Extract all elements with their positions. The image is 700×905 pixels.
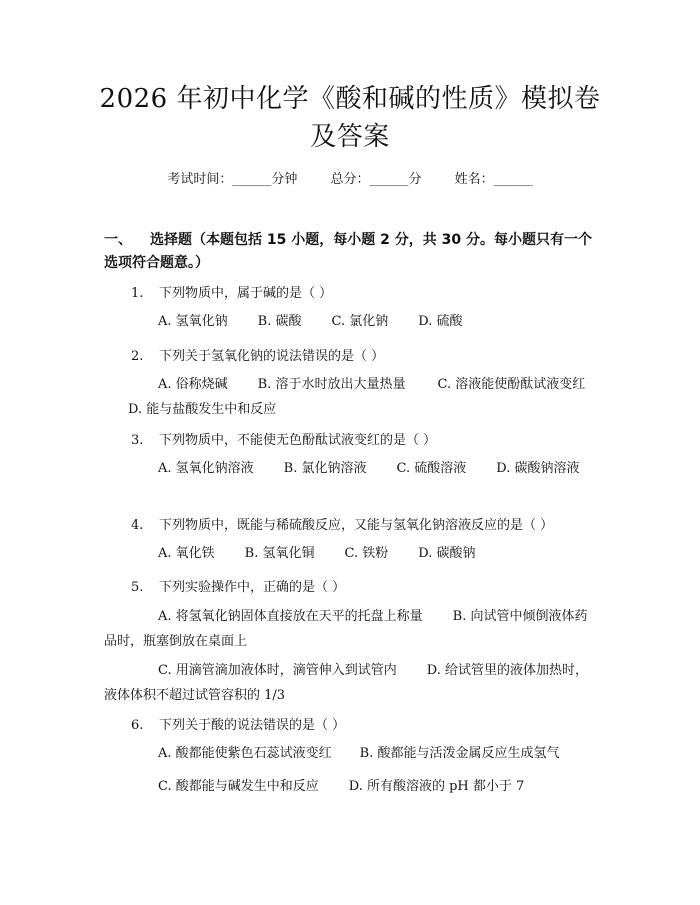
option-d: D. 硫酸 xyxy=(418,314,463,329)
option-a: A. 酸都能使紫色石蕊试液变红 xyxy=(158,746,332,761)
time-label: 考试时间： xyxy=(167,172,233,187)
question-text: 下列实验操作中，正确的是（ ） xyxy=(159,580,346,595)
section-number: 一、 xyxy=(104,232,132,248)
option-a: A. 将氢氧化钠固体直接放在天平的托盘上称量 xyxy=(158,609,423,624)
question-options xyxy=(104,774,596,799)
question-options xyxy=(104,541,596,566)
question-options xyxy=(104,456,596,481)
time-unit: 分钟 xyxy=(271,172,298,187)
option-a: A. 氧化铁 xyxy=(158,546,215,561)
option-c: C. 氯化钠 xyxy=(331,314,389,329)
page-title: 2026 年初中化学《酸和碱的性质》模拟卷及答案 xyxy=(99,84,601,152)
option-b: B. 氢氧化铜 xyxy=(244,546,315,561)
question-options xyxy=(104,309,596,334)
question-options xyxy=(104,372,596,422)
question-text: 下列物质中，不能使无色酚酞试液变红的是（ ） xyxy=(159,433,437,448)
question-text: 下列物质中，既能与稀硫酸反应，又能与氢氧化钠溶液反应的是（ ） xyxy=(159,518,554,533)
option-b: B. 向试管中倾倒液体药品时，瓶塞倒放在桌面上 xyxy=(104,609,588,649)
option-b: B. 氯化钠溶液 xyxy=(283,461,367,476)
question-stem xyxy=(131,514,553,533)
score-unit: 分 xyxy=(408,172,422,187)
option-a: A. 俗称烧碱 xyxy=(158,377,228,392)
option-b: B. 酸都能与活泼金属反应生成氢气 xyxy=(359,746,560,761)
question-options xyxy=(104,604,596,654)
section-text: 选择题（本题包括 15 小题，每小题 2 分，共 30 分。每小题只有一个选项符合题意。） xyxy=(104,232,592,271)
option-d: D. 碳酸钠 xyxy=(418,546,476,561)
question-number: 4. xyxy=(131,518,144,533)
question-number: 2. xyxy=(131,349,144,364)
question-stem xyxy=(131,282,332,301)
option-c: C. 铁粉 xyxy=(344,546,389,561)
question-text: 下列关于氢氧化钠的说法错误的是（ ） xyxy=(159,349,385,364)
question-options xyxy=(104,741,596,766)
option-d: D. 能与盐酸发生中和反应 xyxy=(128,402,277,417)
name-label: 姓名： xyxy=(454,172,494,187)
score-label: 总分： xyxy=(330,172,370,187)
question-number: 5. xyxy=(131,580,144,595)
option-c: C. 酸都能与碱发生中和反应 xyxy=(158,779,319,794)
question-text: 下列物质中，属于碱的是（ ） xyxy=(159,286,333,301)
question-stem xyxy=(131,576,345,595)
question-text: 下列关于酸的说法错误的是（ ） xyxy=(159,718,346,733)
score-blank: ______ xyxy=(369,172,409,187)
question-stem xyxy=(131,345,384,364)
option-c: C. 溶液能使酚酞试液变红 xyxy=(437,377,586,392)
question-number: 6. xyxy=(131,718,144,733)
option-c: C. 用滴管滴加液体时，滴管伸入到试管内 xyxy=(158,663,397,678)
question-stem xyxy=(131,429,436,448)
question-stem xyxy=(131,714,345,733)
option-c: C. 硫酸溶液 xyxy=(396,461,467,476)
question-options xyxy=(104,658,596,708)
time-blank: ______ xyxy=(232,172,272,187)
option-b: B. 碳酸 xyxy=(257,314,302,329)
option-d: D. 给试管里的液体加热时，液体体积不超过试管容积的 1/3 xyxy=(104,663,588,703)
option-d: D. 碳酸钠溶液 xyxy=(496,461,580,476)
exam-meta-line xyxy=(0,168,700,187)
question-number: 1. xyxy=(131,286,144,301)
name-blank: ______ xyxy=(493,172,533,187)
option-b: B. 溶于水时放出大量热量 xyxy=(257,377,406,392)
section-heading xyxy=(104,229,604,275)
question-number: 3. xyxy=(131,433,144,448)
option-d: D. 所有酸溶液的 pH 都小于 7 xyxy=(348,779,525,794)
option-a: A. 氢氧化钠 xyxy=(158,314,228,329)
option-a: A. 氢氧化钠溶液 xyxy=(158,461,254,476)
